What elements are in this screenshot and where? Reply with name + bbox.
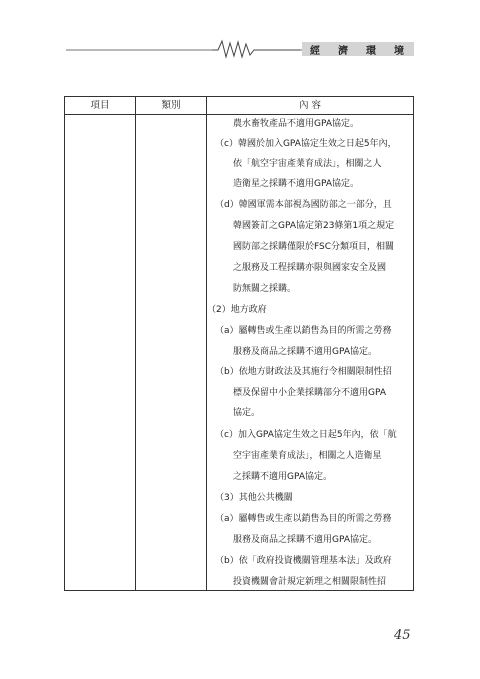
content-line: 服務及商品之採購不適用GPA協定。 [233,347,377,357]
section-title-char: 環 [366,45,378,57]
column-header-content: 內 容 [298,100,322,111]
content-line: 之採購不適用GPA協定。 [233,472,332,482]
table-header-row [65,97,413,115]
content-line: 空宇宙產業育成法」，相關之人造衛星 [233,451,382,461]
content-line: （a）屬轉售或生產以銷售為目的所需之勞務 [215,514,392,524]
page-header [0,0,480,70]
page-number: 45 [394,628,411,643]
column-header-category: 類別 [161,100,181,111]
content-line: （c）加入GPA協定生效之日起5年內，依「航 [215,430,397,440]
column-divider [135,97,136,590]
content-line: （d）韓國軍需本部視為國防部之一部分，且 [215,200,392,210]
content-line: 農水畜牧產品不適用GPA協定。 [233,119,359,129]
content-line: （c）韓國於加入GPA協定生效之日起5年內， [215,139,397,149]
content-line: （3）其他公共機關 [215,493,293,503]
content-line: 服務及商品之採購不適用GPA協定。 [233,535,377,545]
content-line: （2）地方政府 [207,305,267,315]
section-title-char: 濟 [338,45,350,57]
content-line: 標及保留中小企業採購部分不適用GPA [233,388,386,398]
content-line: 依「航空宇宙產業育成法」，相關之人 [233,159,382,169]
column-divider [206,97,207,590]
header-rule-waveform [0,0,480,70]
content-line: 國防部之採購僅限於FSC分類項目，相關 [233,242,395,252]
content-line: （a）屬轉售或生產以銷售為目的所需之勞務 [215,326,392,336]
content-line: 協定。 [233,408,261,418]
regulation-table [64,96,414,591]
section-title-char: 境 [394,45,406,57]
content-line: 之服務及工程採購亦限與國家安全及國 [233,263,387,273]
content-line: 韓國簽訂之GPA協定第23條第1項之規定 [233,221,395,231]
content-line: 造衛星之採購不適用GPA協定。 [233,179,359,189]
content-line: 防無關之採購。 [233,284,297,294]
column-header-item: 項目 [90,100,110,111]
section-title-char: 經 [310,45,322,57]
content-line: 投資機關會計規定新理之相關限制性招 [233,577,387,587]
content-line: （b）依「政府投資機關管理基本法」及政府 [215,556,392,566]
content-line: （b）依地方財政法及其施行令相關限制性招 [215,367,392,377]
section-title-badge [302,42,414,56]
